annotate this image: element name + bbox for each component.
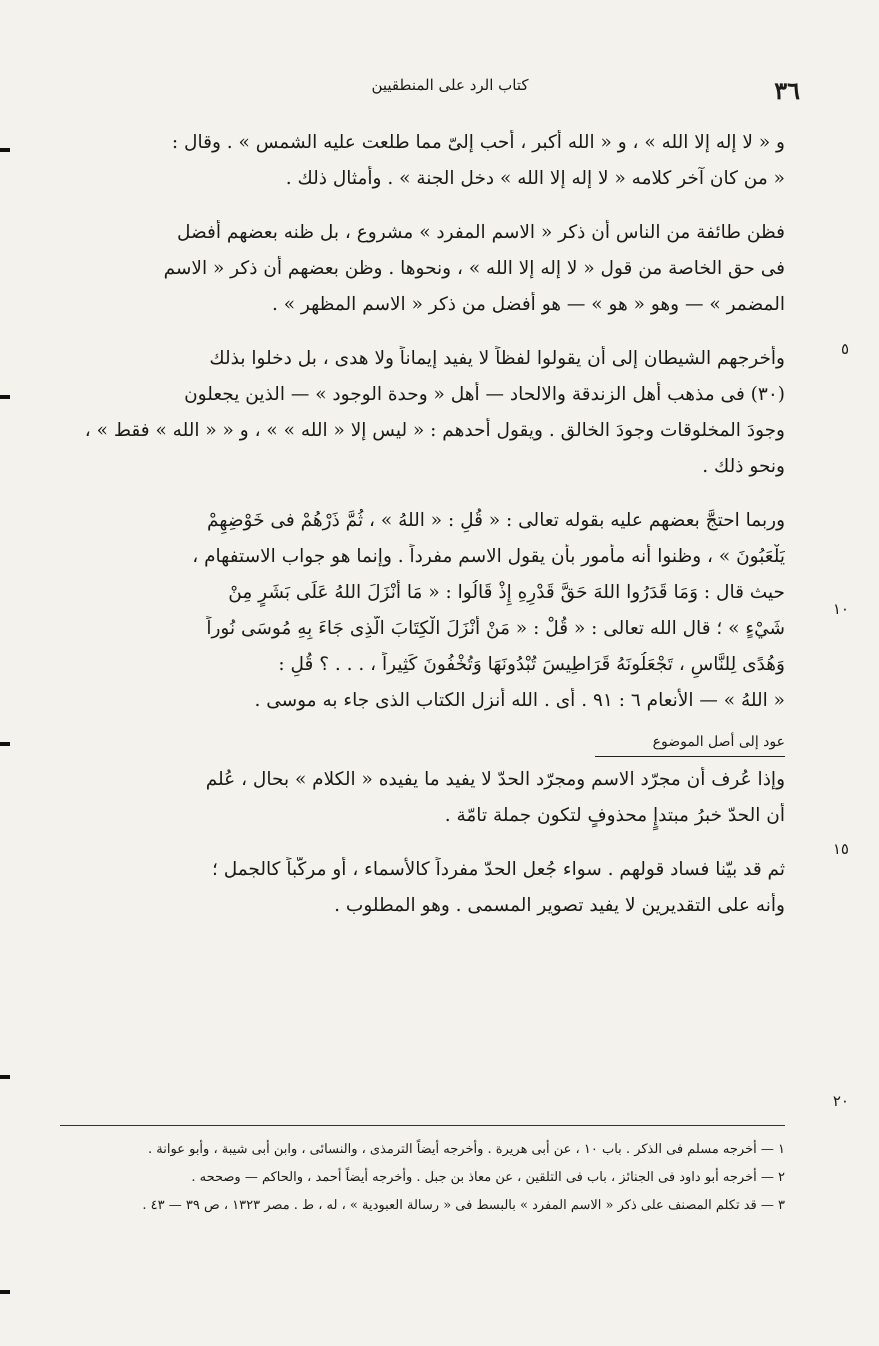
running-title: كتاب الرد على المنطقيين [371,76,529,94]
text-line: و « لا إله إلا الله » ، و « الله أكبر ، أحب إلىّ مما طلعت عليه الشمس » . وقال : [171,132,785,153]
text-line: وجودَ المخلوقات وجودَ الخالق . ويقول أحدهم : « ليس إلا « الله » » ، و « « الله » فقط » ، [84,420,785,441]
text-line: « اللهُ » — الأنعام ٦ : ٩١ . أى . الله أنزل الكتاب الذى جاء به موسى . [254,690,785,711]
text-line: وَهُدًى لِلنَّاسِ ، تَجْعَلُونَهُ قَرَاطِيسَ تُبْدُونَهَا وَتُخْفُونَ كَثِيراً ، . . . ؟ قُلِ : [278,654,785,675]
section-heading: عود إلى أصل الموضوع [595,732,785,757]
footnote: ١ — أخرجه مسلم فى الذكر . باب ١٠ ، عن أبى هريرة . وأخرجه أيضاً الترمذى ، والنسائى ، وابن أبى شيبة ، وأبو عوانة . [148,1142,785,1157]
line-number: ١٠ [832,600,849,618]
line-number: ٢٠ [832,1092,849,1110]
footnote: ٢ — أخرجه أبو داود فى الجنائز ، باب فى التلقين ، عن معاذ بن جبل . وأخرجه أيضاً أحمد ، والحاكم — وصححه . [191,1170,785,1185]
footnotes [60,1138,785,1222]
text-line: المضمر » — وهو « هو » — هو أفضل من ذكر « الاسم المظهر » . [271,294,785,315]
margin-mark [0,1075,10,1079]
page-number: ٣٦ [774,76,800,105]
margin-mark [0,148,10,152]
body-text [60,130,785,929]
footnote: ٣ — قد تكلم المصنف على ذكر « الاسم المفرد » بالبسط فى « رسالة العبودية » ، له ، ط . مصر ١٣٢٣ ، ص ٣٩ — ٤٣ . [142,1198,785,1213]
text-line: وأخرجهم الشيطان إلى أن يقولوا لفظاً لا يفيد إيماناً ولا هدى ، بل دخلوا بذلك [209,348,785,369]
text-line: وربما احتجَّ بعضهم عليه بقوله تعالى : « قُلِ : « اللهُ » ، ثُمَّ ذَرْهُمْ فى خَوْضِهِمْ [207,510,785,531]
text-line: ونحو ذلك . [702,456,785,477]
text-line: ثم قد بيّنا فساد قولهم . سواء جُعل الحدّ مفرداً كالأسماء ، أو مركّباً كالجمل ؛ [211,859,785,880]
text-line: أن الحدّ خبرُ مبتدإٍ محذوفٍ لتكون جملة تامّة . [444,805,785,826]
line-number: ٥ [840,340,849,358]
text-line: فى حق الخاصة من قول « لا إله إلا الله » ، ونحوها . وظن بعضهم أن ذكر « الاسم [163,258,785,279]
text-line: « من كان آخر كلامه « لا إله إلا الله » دخل الجنة » . وأمثال ذلك . [285,168,785,189]
text-line: شَيْءٍ » ؛ قال الله تعالى : « قُلْ : « مَنْ أَنْزَلَ الْكِتَابَ الَّذِى جَاءَ بِهِ مُوسَى نُوراً [206,618,785,639]
margin-mark [0,742,10,746]
footnote-divider [60,1125,785,1126]
text-line: وإذا عُرف أن مجرّد الاسم ومجرّد الحدّ لا يفيد ما يفيده « الكلام » بحال ، عُلم [205,769,785,790]
text-line: فظن طائفة من الناس أن ذكر « الاسم المفرد » مشروع ، بل ظنه بعضهم أفضل [176,222,785,243]
margin-mark [0,395,10,399]
line-number: ١٥ [832,840,849,858]
text-line: وأنه على التقديرين لا يفيد تصوير المسمى . وهو المطلوب . [334,895,785,916]
text-line: (٣٠) فى مذهب أهل الزندقة والالحاد — أهل « وحدة الوجود » — الذين يجعلون [184,384,785,405]
margin-mark [0,1290,10,1294]
page-header [100,70,800,110]
text-line: يَلْعَبُونَ » ، وظنوا أنه مأمور بأن يقول الاسم مفرداً . وإنما هو جواب الاستفهام ، [192,546,785,567]
text-line: حيث قال : وَمَا قَدَرُوا اللهَ حَقَّ قَدْرِهِ إِذْ قَالُوا : « مَا أَنْزَلَ اللهُ عَلَى بَشَرٍ مِنْ [228,582,785,603]
